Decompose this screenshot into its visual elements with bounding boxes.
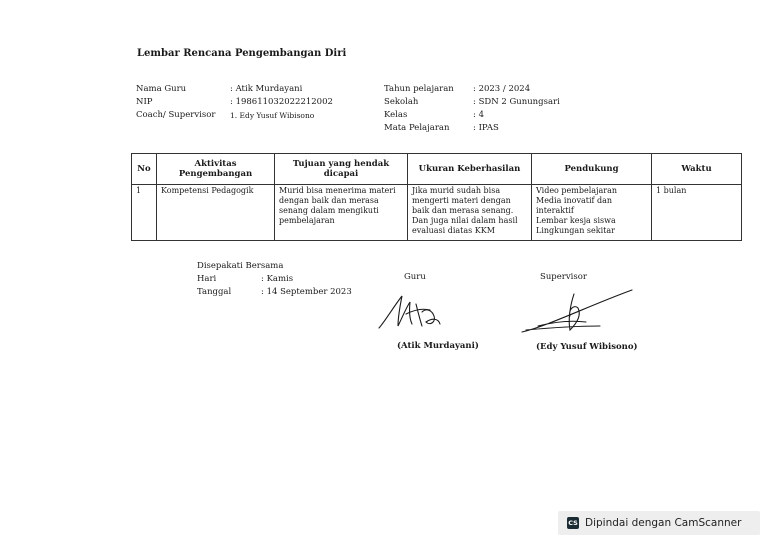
- guru-signature: [376, 290, 446, 332]
- info-row-supervisor: [136, 109, 333, 122]
- info-value: : 4: [473, 110, 484, 120]
- page-title: Lembar Rencana Pengembangan Diri: [137, 48, 347, 59]
- info-value: : IPAS: [473, 123, 499, 133]
- cell-no: 1: [132, 185, 157, 241]
- agreement-date-row: [197, 286, 352, 299]
- supervisor-label: Supervisor: [540, 272, 587, 282]
- info-row-sekolah: [384, 96, 560, 109]
- header-waktu: Waktu: [652, 154, 742, 185]
- day-value: : Kamis: [261, 274, 294, 284]
- info-value: 1. Edy Yusuf Wibisono: [230, 111, 315, 120]
- header-ukuran: Ukuran Keberhasilan: [408, 154, 532, 185]
- supervisor-signature: [518, 286, 636, 336]
- info-label: NIP: [136, 97, 153, 107]
- agreement-block: [197, 260, 352, 299]
- info-label: Nama Guru: [136, 84, 187, 94]
- cell-tujuan: Murid bisa menerima materi dengan baik dan merasa senang dalam mengikuti pembelajaran: [275, 185, 408, 241]
- pendukung-item: Lembar kesja siswa: [536, 216, 616, 225]
- header-pendukung: Pendukung: [532, 154, 652, 185]
- camscanner-text: Dipindai dengan CamScanner: [585, 517, 742, 529]
- day-label: Hari: [197, 274, 217, 284]
- agreement-heading: Disepakati Bersama: [197, 261, 284, 271]
- date-value: : 14 September 2023: [261, 287, 352, 297]
- info-value: : Atik Murdayani: [230, 84, 303, 94]
- header-no: No: [132, 154, 157, 185]
- table-header-row: [132, 154, 742, 185]
- pendukung-item: Media inovatif dan interaktif: [536, 196, 613, 215]
- info-label: Coach/ Supervisor: [136, 110, 216, 120]
- guru-label: Guru: [404, 272, 426, 282]
- date-label: Tanggal: [197, 287, 232, 297]
- info-label: Kelas: [384, 110, 408, 120]
- info-value: : 2023 / 2024: [473, 84, 531, 94]
- agreement-day-row: [197, 273, 352, 286]
- pendukung-item: Lingkungan sekitar: [536, 226, 615, 235]
- header-aktivitas: Aktivitas Pengembangan: [157, 154, 275, 185]
- teacher-info: [136, 83, 333, 122]
- info-label: Sekolah: [384, 97, 419, 107]
- cell-pendukung: [532, 185, 652, 241]
- camscanner-watermark: [558, 511, 760, 535]
- camscanner-icon: CS: [568, 519, 578, 527]
- cell-waktu: 1 bulan: [652, 185, 742, 241]
- cell-aktivitas: Kompetensi Pedagogik: [157, 185, 275, 241]
- info-row-nama-guru: [136, 83, 333, 96]
- supervisor-name: (Edy Yusuf Wibisono): [536, 342, 638, 352]
- development-plan-table: [131, 153, 742, 241]
- header-tujuan: Tujuan yang hendak dicapai: [275, 154, 408, 185]
- info-label: Tahun pelajaran: [384, 84, 454, 94]
- info-row-tahun: [384, 83, 560, 96]
- info-value: : 198611032022212002: [230, 97, 333, 107]
- table-row: [132, 185, 742, 241]
- info-row-nip: [136, 96, 333, 109]
- info-row-mapel: [384, 122, 560, 135]
- guru-name: (Atik Murdayani): [397, 341, 479, 351]
- school-info: [384, 83, 560, 135]
- pendukung-item: Video pembelajaran: [536, 186, 618, 195]
- info-value: : SDN 2 Gunungsari: [473, 97, 560, 107]
- info-row-kelas: [384, 109, 560, 122]
- info-label: Mata Pelajaran: [384, 123, 450, 133]
- cell-ukuran: Jika murid sudah bisa mengerti materi dengan baik dan merasa senang. Dan juga nilai dalam hasil evaluasi diatas KKM: [408, 185, 532, 241]
